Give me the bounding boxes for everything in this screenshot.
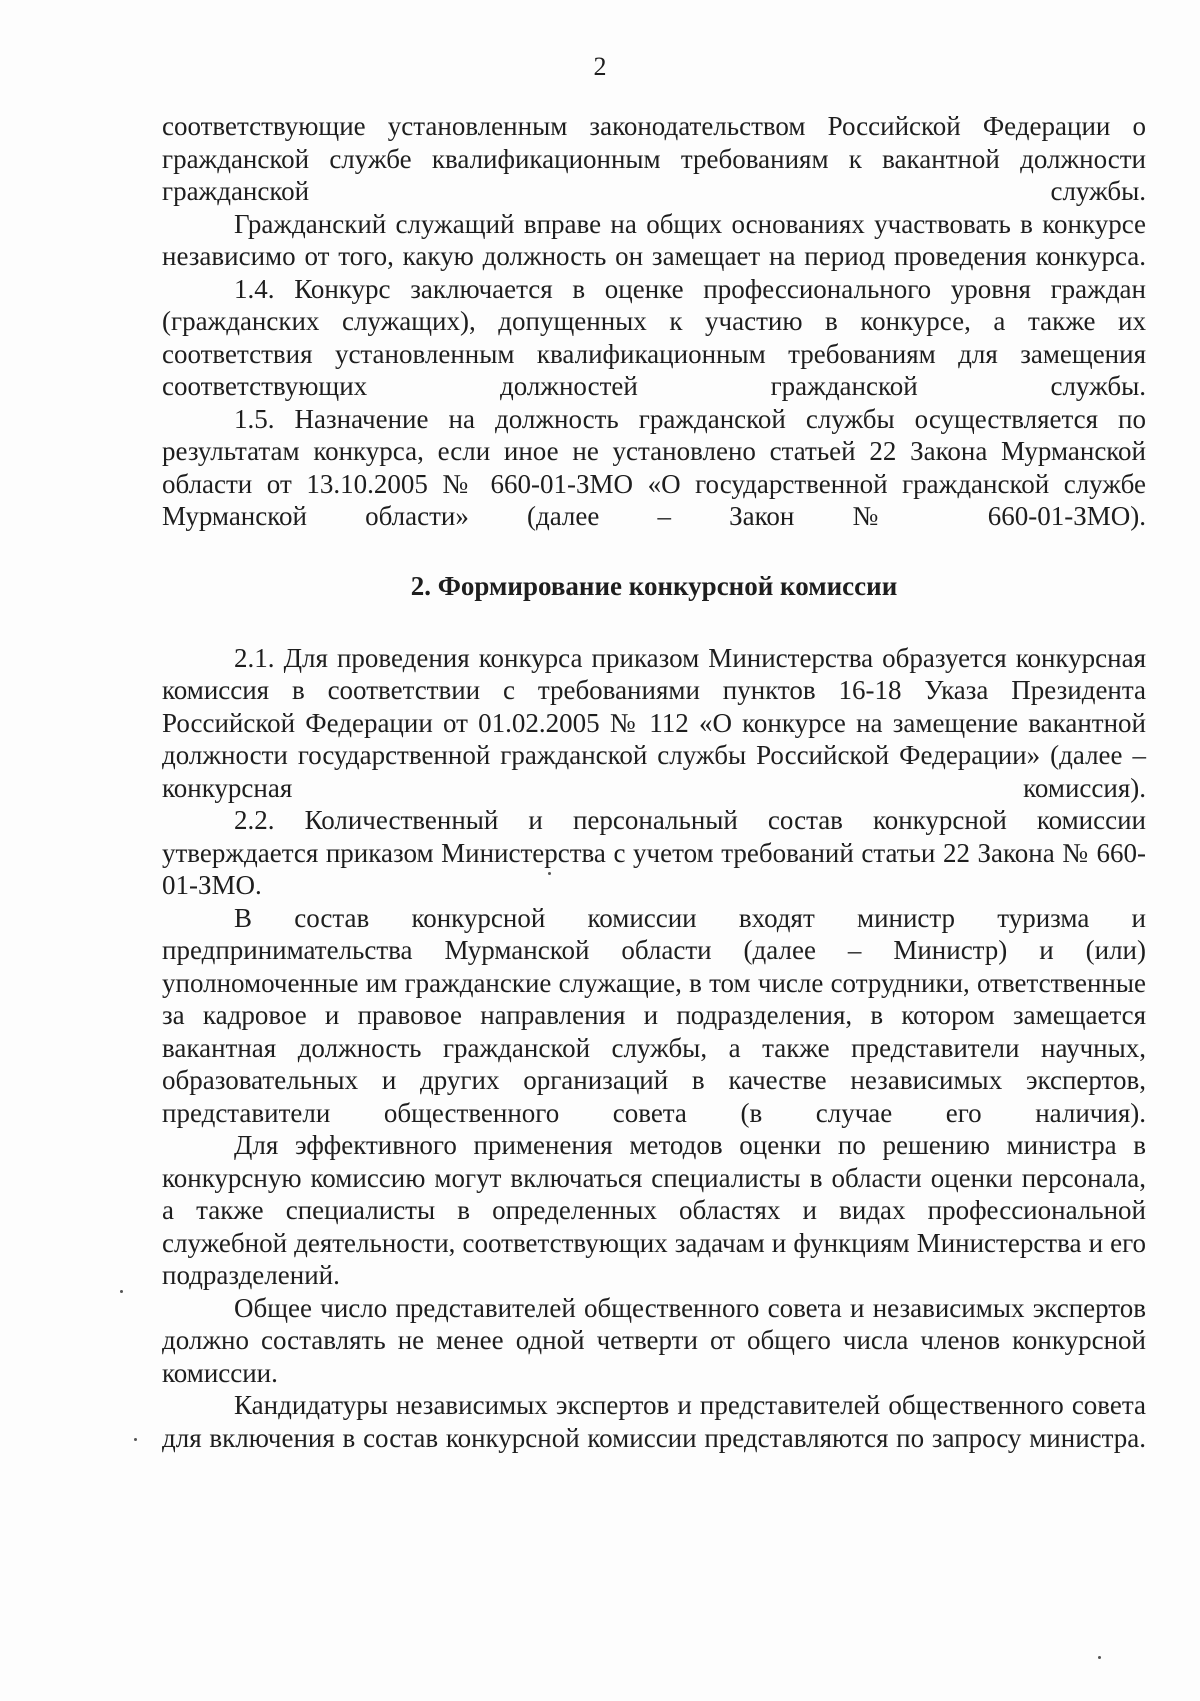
paragraph-commission-members: В состав конкурсной комиссии входят министр туризма и предпринимательства Мурманской области (далее – Министр) и (или) уполномоченные им гражданские служащие, в том числе сотрудники, ответственные за кадровое и правовое направления и подразделения, в котором замещается вакантная должность гражданской службы, а также представители научных, образовательных и других организаций в качестве независимых экспертов, представители общественного совета (в случае его наличия). xyxy=(162,902,1146,1128)
scan-speck xyxy=(120,1290,123,1293)
paragraph-specialists: Для эффективного применения методов оценки по решению министра в конкурсную комиссию могут включаться специалисты в области оценки персонала, а также специалисты в определенных областях и видах профессиональной служебной деятельности, соответствующих задачам и функциям Министерства и его подразделений. xyxy=(162,1130,1146,1290)
scan-speck xyxy=(134,1438,137,1441)
scan-speck xyxy=(548,872,551,875)
page-number: 2 xyxy=(593,52,607,81)
document-body xyxy=(162,110,1146,1454)
paragraph-2-1: 2.1. Для проведения конкурса приказом Министерства образуется конкурсная комиссия в соответствии с требованиями пунктов 16-18 Указа Президента Российской Федерации от 01.02.2005 № 112 «О конкурсе на замещение вакантной должности государственной гражданской службы Российской Федерации» (далее – конкурсная комиссия). xyxy=(162,642,1146,803)
paragraph-intro-continued: соответствующие установленным законодательством Российской Федерации о гражданской службе квалификационным требованиям к вакантной должности гражданской службы. xyxy=(162,111,1146,206)
paragraph-1-5: 1.5. Назначение на должность гражданской службы осуществляется по результатам конкурса, если иное не установлено статьей 22 Закона Мурманской области от 13.10.2005 № 660-01-ЗМО «О государственной гражданской службе Мурманской области» (далее – Закон № 660-01-ЗМО). xyxy=(162,403,1146,531)
paragraph-civil-servant-right: Гражданский служащий вправе на общих основаниях участвовать в конкурсе независимо от того, какую должность он замещает на период проведения конкурса. xyxy=(162,208,1146,271)
paragraph-quarter: Общее число представителей общественного совета и независимых экспертов должно составлять не менее одной четверти от общего числа членов конкурсной комиссии. xyxy=(162,1292,1146,1388)
scan-speck xyxy=(1098,1656,1101,1659)
section-heading: 2. Формирование конкурсной комиссии xyxy=(410,570,898,601)
paragraph-2-2: 2.2. Количественный и персональный состав конкурсной комиссии утверждается приказом Министерства с учетом требований статьи 22 Закона № 660-01-ЗМО. xyxy=(162,805,1146,900)
paragraph-1-4: 1.4. Конкурс заключается в оценке профессионального уровня граждан (гражданских служащих), допущенных к участию в конкурсе, а также их соответствия установленным квалификационным требованиям для замещения соответствующих должностей гражданской службы. xyxy=(162,273,1146,401)
paragraph-candidates: Кандидатуры независимых экспертов и представителей общественного совета для включения в состав конкурсной комиссии представляются по запросу министра. xyxy=(162,1390,1146,1453)
